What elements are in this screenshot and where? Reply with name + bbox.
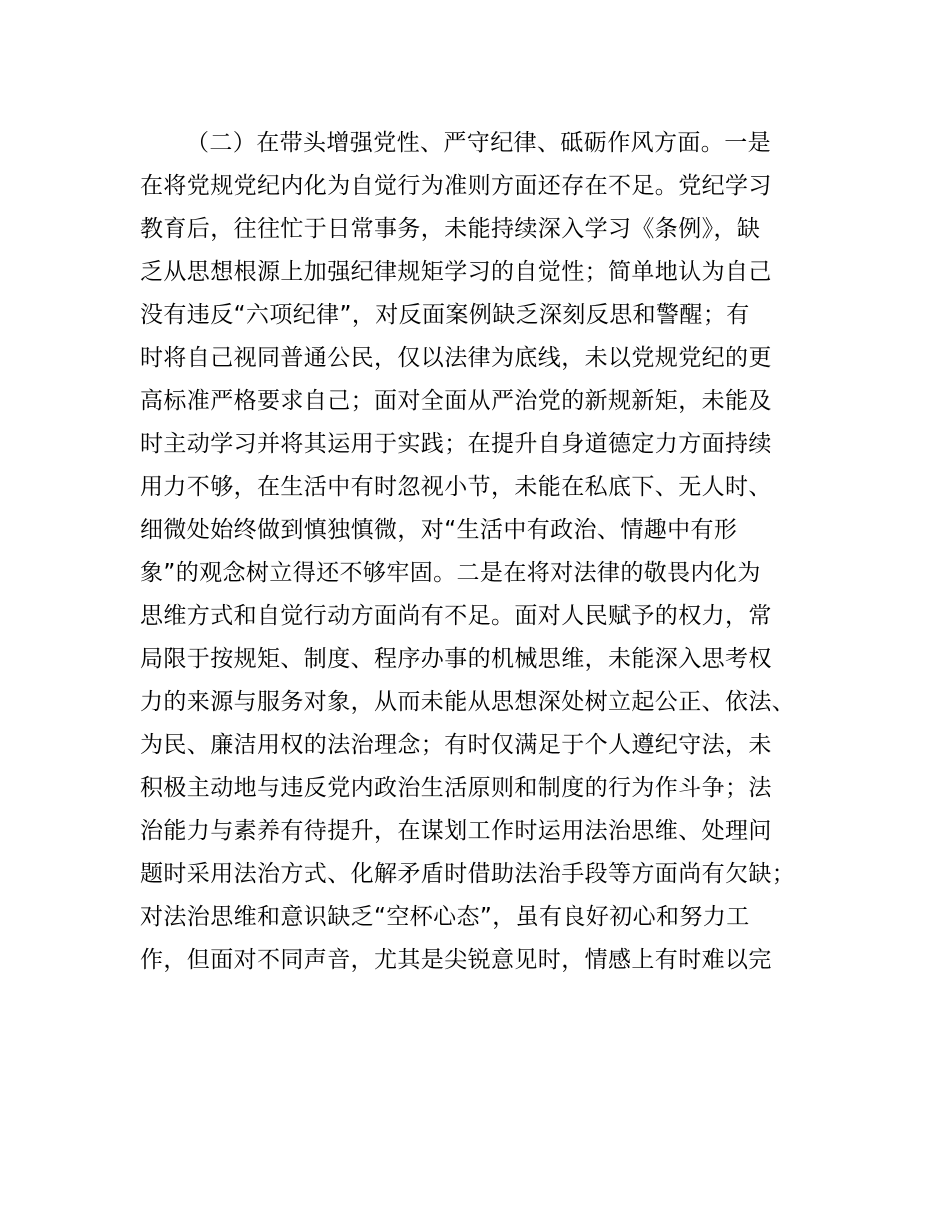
text-line: 时主动学习并将其运用于实践；在提升自身道德定力方面持续 (140, 431, 772, 457)
text-line: 为民、廉洁用权的法治理念；有时仅满足于个人遵纪守法，未 (140, 732, 772, 758)
text-line: 治能力与素养有待提升，在谋划工作时运用法治思维、处理问 (140, 818, 772, 844)
text-line: 高标准严格要求自己；面对全面从严治党的新规新矩，未能及 (140, 388, 772, 414)
text-line: 教育后，往往忙于日常事务，未能持续深入学习《条例》，缺 (140, 216, 761, 242)
text-line: 积极主动地与违反党内政治生活原则和制度的行为作斗争；法 (140, 775, 772, 801)
text-line: 在将党规党纪内化为自觉行为准则方面还存在不足。党纪学习 (140, 173, 772, 199)
text-line: 用力不够，在生活中有时忽视小节，未能在私底下、无人时、 (140, 474, 772, 500)
text-line: 象”的观念树立得还不够牢固。二是在将对法律的敬畏内化为 (140, 560, 761, 586)
text-line: 题时采用法治方式、化解矛盾时借助法治手段等方面尚有欠缺； (140, 861, 796, 887)
text-line: 细微处始终做到慎独慎微，对“生活中有政治、情趣中有形 (140, 517, 738, 543)
text-line: 局限于按规矩、制度、程序办事的机械思维，未能深入思考权 (140, 646, 772, 672)
text-line: 力的来源与服务对象，从而未能从思想深处树立起公正、依法、 (140, 689, 796, 715)
text-line: 时将自己视同普通公民，仅以法律为底线，未以党规党纪的更 (140, 345, 772, 371)
text-line: 对法治思维和意识缺乏“空杯心态”，虽有良好初心和努力工 (140, 904, 750, 930)
text-line: 思维方式和自觉行动方面尚有不足。面对人民赋予的权力，常 (140, 603, 772, 629)
body-paragraph (140, 122, 840, 982)
text-line: （二）在带头增强党性、严守纪律、砥砺作风方面。一是 (186, 130, 771, 156)
text-line: 没有违反“六项纪律”，对反面案例缺乏深刻反思和警醒；有 (140, 302, 750, 328)
text-line: 乏从思想根源上加强纪律规矩学习的自觉性；简单地认为自己 (140, 259, 772, 285)
text-line: 作，但面对不同声音，尤其是尖锐意见时，情感上有时难以完 (140, 947, 772, 973)
